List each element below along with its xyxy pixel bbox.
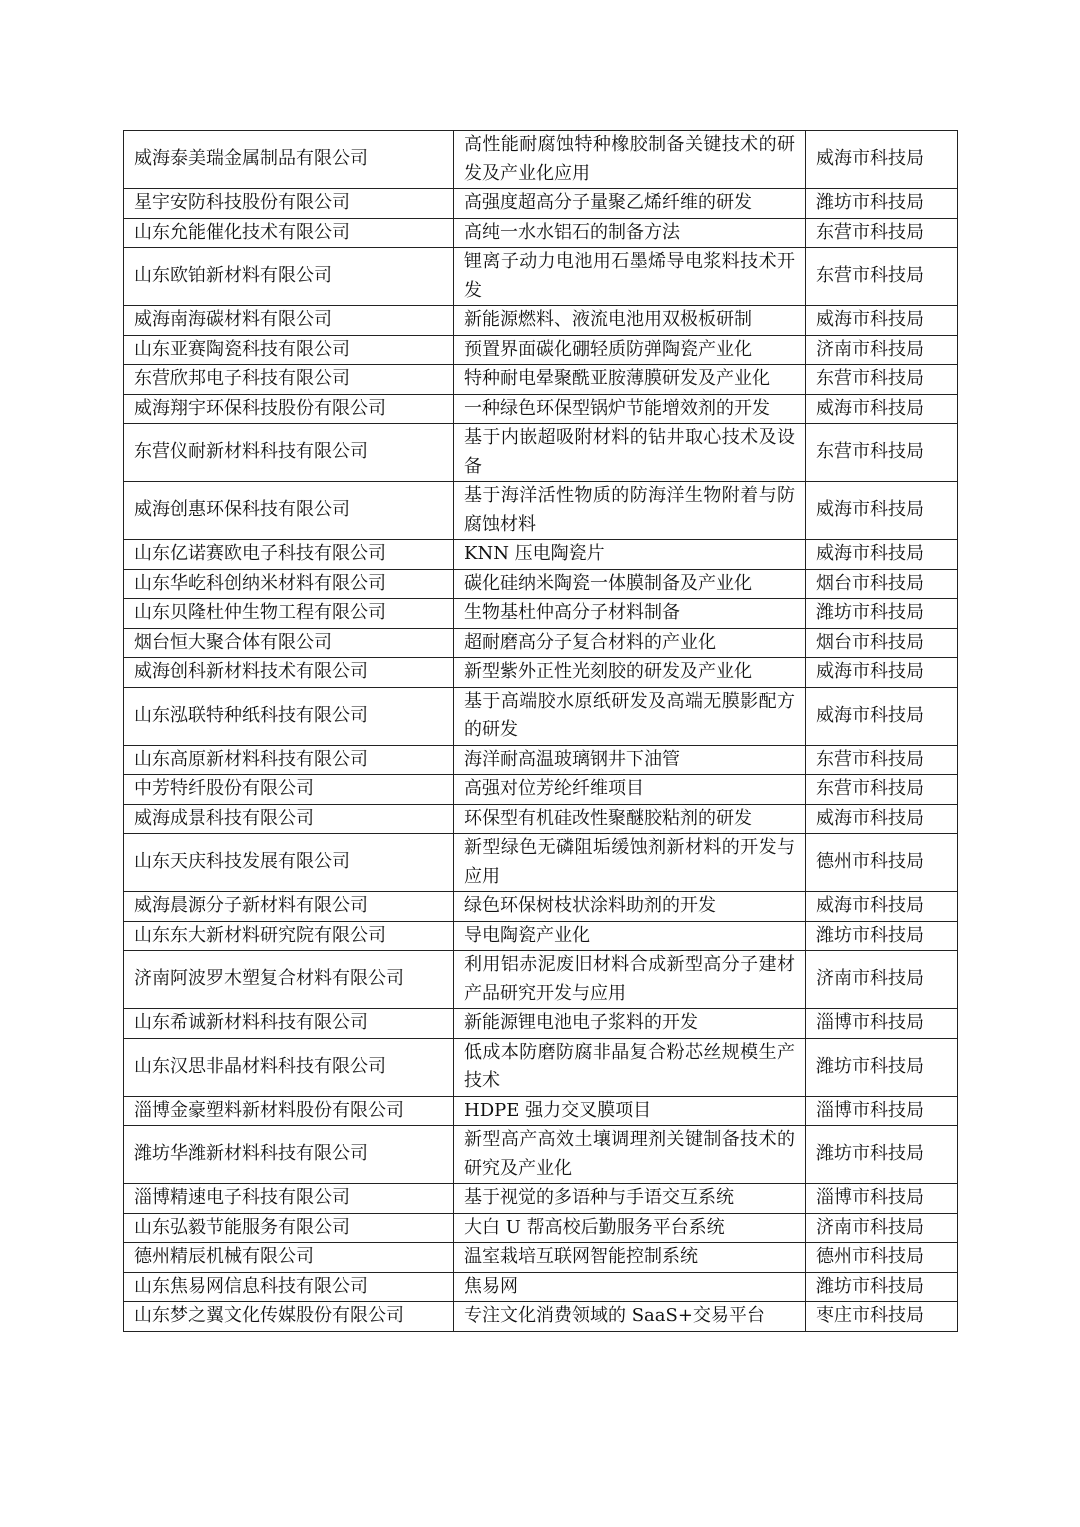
table-row [124,775,958,805]
agency-cell: 淄博市科技局 [806,1184,958,1214]
table-row [124,687,958,745]
project-cell: 高强度超高分子量聚乙烯纤维的研发 [454,189,806,219]
project-cell: 锂离子动力电池用石墨烯导电浆料技术开发 [454,248,806,306]
company-cell: 山东天庆科技发展有限公司 [124,834,454,892]
company-cell: 山东希诚新材料科技有限公司 [124,1009,454,1039]
agency-cell: 东营市科技局 [806,218,958,248]
table-row [124,804,958,834]
company-cell: 威海翔宇环保科技股份有限公司 [124,394,454,424]
project-cell: 超耐磨高分子复合材料的产业化 [454,628,806,658]
company-cell: 淄博精速电子科技有限公司 [124,1184,454,1214]
agency-cell: 威海市科技局 [806,394,958,424]
project-cell: 预置界面碳化硼轻质防弹陶瓷产业化 [454,335,806,365]
project-cell: 利用铝赤泥废旧材料合成新型高分子建材产品研究开发与应用 [454,951,806,1009]
agency-cell: 烟台市科技局 [806,569,958,599]
table-row [124,745,958,775]
company-cell: 德州精辰机械有限公司 [124,1243,454,1273]
project-cell: KNN 压电陶瓷片 [454,540,806,570]
agency-cell: 威海市科技局 [806,658,958,688]
table-row [124,1009,958,1039]
project-cell: 新能源燃料、液流电池用双极板研制 [454,306,806,336]
agency-cell: 潍坊市科技局 [806,1272,958,1302]
table-row [124,1096,958,1126]
agency-cell: 潍坊市科技局 [806,1126,958,1184]
agency-cell: 潍坊市科技局 [806,189,958,219]
table-row [124,628,958,658]
table-row [124,892,958,922]
project-cell: 绿色环保树枝状涂料助剂的开发 [454,892,806,922]
project-cell: 生物基杜仲高分子材料制备 [454,599,806,629]
table-row [124,1243,958,1273]
table-row [124,218,958,248]
project-cell: 焦易网 [454,1272,806,1302]
agency-cell: 德州市科技局 [806,1243,958,1273]
agency-cell: 威海市科技局 [806,482,958,540]
table-row [124,540,958,570]
project-list-table [123,130,958,1332]
company-cell: 威海创惠环保科技有限公司 [124,482,454,540]
project-cell: 导电陶瓷产业化 [454,921,806,951]
agency-cell: 潍坊市科技局 [806,599,958,629]
project-cell: 高性能耐腐蚀特种橡胶制备关键技术的研发及产业化应用 [454,131,806,189]
table-row [124,131,958,189]
project-cell: 新型紫外正性光刻胶的研发及产业化 [454,658,806,688]
agency-cell: 济南市科技局 [806,1213,958,1243]
company-cell: 威海晨源分子新材料有限公司 [124,892,454,922]
company-cell: 山东梦之翼文化传媒股份有限公司 [124,1302,454,1332]
company-cell: 山东泓联特种纸科技有限公司 [124,687,454,745]
company-cell: 潍坊华潍新材料科技有限公司 [124,1126,454,1184]
agency-cell: 威海市科技局 [806,540,958,570]
project-cell: 基于高端胶水原纸研发及高端无膜影配方的研发 [454,687,806,745]
company-cell: 山东弘毅节能服务有限公司 [124,1213,454,1243]
company-cell: 山东亚赛陶瓷科技有限公司 [124,335,454,365]
project-cell: 专注文化消费领域的 SaaS+交易平台 [454,1302,806,1332]
project-cell: 大白 U 帮高校后勤服务平台系统 [454,1213,806,1243]
company-cell: 济南阿波罗木塑复合材料有限公司 [124,951,454,1009]
project-cell: 低成本防磨防腐非晶复合粉芯丝规模生产技术 [454,1038,806,1096]
project-cell: 基于视觉的多语种与手语交互系统 [454,1184,806,1214]
project-cell: 新能源锂电池电子浆料的开发 [454,1009,806,1039]
agency-cell: 威海市科技局 [806,687,958,745]
project-cell: 特种耐电晕聚酰亚胺薄膜研发及产业化 [454,365,806,395]
agency-cell: 潍坊市科技局 [806,1038,958,1096]
project-cell: 环保型有机硅改性聚醚胶粘剂的研发 [454,804,806,834]
company-cell: 淄博金豪塑料新材料股份有限公司 [124,1096,454,1126]
project-cell: 温室栽培互联网智能控制系统 [454,1243,806,1273]
company-cell: 星宇安防科技股份有限公司 [124,189,454,219]
table-row [124,658,958,688]
company-cell: 山东汉思非晶材料科技有限公司 [124,1038,454,1096]
project-cell: HDPE 强力交叉膜项目 [454,1096,806,1126]
company-cell: 山东焦易网信息科技有限公司 [124,1272,454,1302]
project-cell: 高强对位芳纶纤维项目 [454,775,806,805]
table-row [124,394,958,424]
company-cell: 威海泰美瑞金属制品有限公司 [124,131,454,189]
company-cell: 山东欧铂新材料有限公司 [124,248,454,306]
company-cell: 烟台恒大聚合体有限公司 [124,628,454,658]
table-row [124,569,958,599]
agency-cell: 威海市科技局 [806,804,958,834]
agency-cell: 东营市科技局 [806,775,958,805]
agency-cell: 东营市科技局 [806,424,958,482]
table-row [124,365,958,395]
table-row [124,921,958,951]
project-cell: 一种绿色环保型锅炉节能增效剂的开发 [454,394,806,424]
company-cell: 东营欣邦电子科技有限公司 [124,365,454,395]
company-cell: 山东东大新材料研究院有限公司 [124,921,454,951]
table-row [124,951,958,1009]
company-cell: 山东允能催化技术有限公司 [124,218,454,248]
table-row [124,248,958,306]
table-row [124,482,958,540]
agency-cell: 济南市科技局 [806,951,958,1009]
table-body [124,131,958,1332]
table-row [124,1038,958,1096]
project-cell: 高纯一水水铝石的制备方法 [454,218,806,248]
company-cell: 威海成景科技有限公司 [124,804,454,834]
table-row [124,1213,958,1243]
project-cell: 新型高产高效土壤调理剂关键制备技术的研究及产业化 [454,1126,806,1184]
table-row [124,306,958,336]
company-cell: 中芳特纤股份有限公司 [124,775,454,805]
company-cell: 山东亿诺赛欧电子科技有限公司 [124,540,454,570]
company-cell: 山东华屹科创纳米材料有限公司 [124,569,454,599]
table-row [124,335,958,365]
project-cell: 基于内嵌超吸附材料的钻井取心技术及设备 [454,424,806,482]
table-row [124,1126,958,1184]
agency-cell: 枣庄市科技局 [806,1302,958,1332]
agency-cell: 东营市科技局 [806,248,958,306]
table-row [124,189,958,219]
agency-cell: 淄博市科技局 [806,1009,958,1039]
company-cell: 山东高原新材料科技有限公司 [124,745,454,775]
table-row [124,834,958,892]
agency-cell: 威海市科技局 [806,306,958,336]
agency-cell: 威海市科技局 [806,892,958,922]
table-row [124,1302,958,1332]
project-cell: 新型绿色无磷阻垢缓蚀剂新材料的开发与应用 [454,834,806,892]
company-cell: 东营仪耐新材料科技有限公司 [124,424,454,482]
project-cell: 海洋耐高温玻璃钢井下油管 [454,745,806,775]
table-row [124,424,958,482]
agency-cell: 威海市科技局 [806,131,958,189]
table-row [124,1184,958,1214]
project-cell: 碳化硅纳米陶瓷一体膜制备及产业化 [454,569,806,599]
agency-cell: 淄博市科技局 [806,1096,958,1126]
company-cell: 威海创科新材料技术有限公司 [124,658,454,688]
company-cell: 威海南海碳材料有限公司 [124,306,454,336]
company-cell: 山东贝隆杜仲生物工程有限公司 [124,599,454,629]
agency-cell: 潍坊市科技局 [806,921,958,951]
agency-cell: 烟台市科技局 [806,628,958,658]
agency-cell: 东营市科技局 [806,365,958,395]
agency-cell: 济南市科技局 [806,335,958,365]
project-cell: 基于海洋活性物质的防海洋生物附着与防腐蚀材料 [454,482,806,540]
agency-cell: 东营市科技局 [806,745,958,775]
table-row [124,599,958,629]
agency-cell: 德州市科技局 [806,834,958,892]
table-row [124,1272,958,1302]
